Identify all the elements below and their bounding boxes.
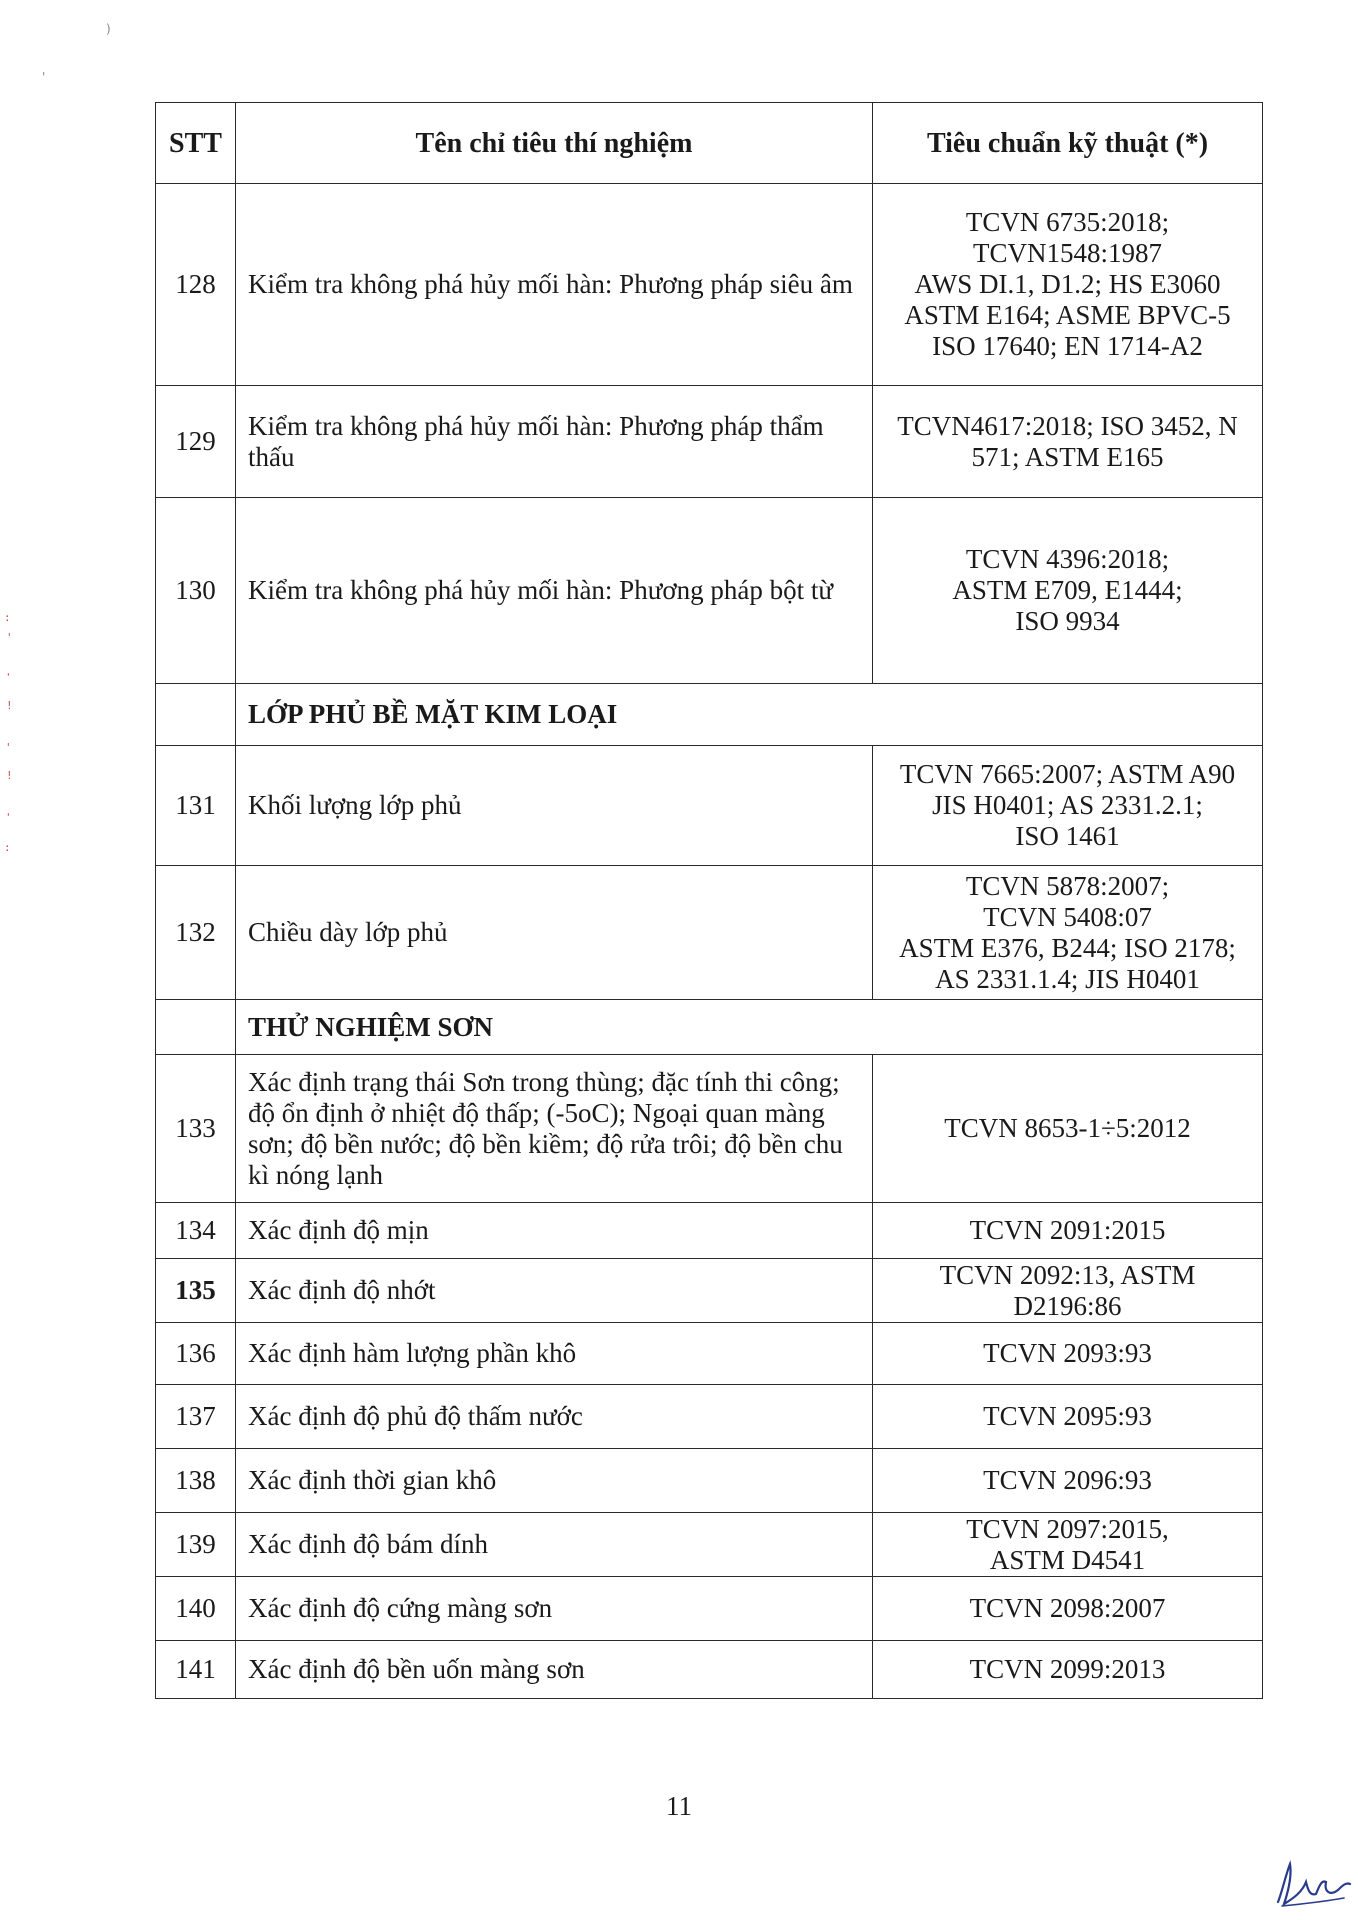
scan-mark: ) — [106, 22, 111, 36]
row-stt: 129 — [156, 386, 236, 498]
standard-line: TCVN 2092:13, ASTM — [939, 1259, 1196, 1290]
row-stt: 132 — [156, 866, 236, 1000]
table-header-row — [156, 103, 1263, 184]
section-title: THỬ NGHIỆM SƠN — [236, 1000, 1263, 1055]
row-stt: 139 — [156, 1513, 236, 1577]
standard-line: TCVN 2096:93 — [983, 1465, 1152, 1495]
row-stt: 138 — [156, 1449, 236, 1513]
row-stt: 136 — [156, 1323, 236, 1385]
row-stt: 133 — [156, 1055, 236, 1203]
section-title: LỚP PHỦ BỀ MẶT KIM LOẠI — [236, 684, 1263, 746]
table-row — [156, 184, 1263, 386]
page-number: 11 — [666, 1791, 692, 1821]
table-row — [156, 1513, 1263, 1577]
standard-line: ISO 17640; EN 1714-A2 — [932, 331, 1203, 361]
table-row — [156, 1323, 1263, 1385]
row-stt: 131 — [156, 746, 236, 866]
row-standard — [873, 1385, 1263, 1449]
row-test-name: Kiểm tra không phá hủy mối hàn: Phương pháp bột từ — [236, 498, 873, 684]
row-standard — [873, 1203, 1263, 1259]
table-row — [156, 498, 1263, 684]
standard-line: TCVN 2095:93 — [983, 1401, 1152, 1431]
standard-line: ASTM E376, B244; ISO 2178; — [899, 932, 1236, 963]
row-standard — [873, 1323, 1263, 1385]
scan-mark: ' — [6, 631, 13, 644]
row-test-name: Xác định độ nhớt — [236, 1259, 873, 1323]
row-test-name: Chiều dày lớp phủ — [236, 866, 873, 1000]
standard-line: TCVN 6735:2018; — [965, 207, 1170, 237]
row-standard — [873, 498, 1263, 684]
standard-line: TCVN 5408:07 — [983, 901, 1152, 932]
row-test-name: Xác định độ bền uốn màng sơn — [236, 1641, 873, 1699]
standard-line: TCVN 2093:93 — [983, 1338, 1152, 1368]
table-row — [156, 1577, 1263, 1641]
standard-line: ISO 9934 — [1015, 606, 1120, 636]
standard-line: TCVN 2097:2015, — [966, 1513, 1169, 1544]
row-standard — [873, 386, 1263, 498]
scan-mark: : — [4, 841, 11, 854]
section-stt-empty — [156, 684, 236, 746]
row-standard — [873, 184, 1263, 386]
section-stt-empty — [156, 1000, 236, 1055]
row-standard — [873, 1055, 1263, 1203]
row-standard — [873, 1259, 1263, 1323]
standard-line: AS 2331.1.4; JIS H0401 — [935, 963, 1200, 994]
test-standards-table — [155, 102, 1263, 1699]
row-test-name: Khối lượng lớp phủ — [236, 746, 873, 866]
scan-mark: ! — [6, 699, 13, 712]
row-standard — [873, 1641, 1263, 1699]
row-stt: 134 — [156, 1203, 236, 1259]
scan-mark: ! — [6, 769, 13, 782]
table-row — [156, 866, 1263, 1000]
row-test-name: Kiểm tra không phá hủy mối hàn: Phương pháp siêu âm — [236, 184, 873, 386]
row-test-name: Xác định độ cứng màng sơn — [236, 1577, 873, 1641]
table-row — [156, 1385, 1263, 1449]
standard-line: TCVN 2091:2015 — [969, 1215, 1166, 1245]
section-row — [156, 1000, 1263, 1055]
standard-line: AWS DI.1, D1.2; HS E3060 — [914, 269, 1221, 299]
standard-line: TCVN 2098:2007 — [969, 1593, 1166, 1623]
standard-line: TCVN 5878:2007; — [965, 870, 1170, 901]
row-standard — [873, 1449, 1263, 1513]
handwritten-initials-signature — [1272, 1852, 1352, 1910]
standard-line: TCVN1548:1987 — [973, 238, 1162, 268]
scan-mark: ' — [5, 671, 12, 684]
row-test-name: Xác định độ bám dính — [236, 1513, 873, 1577]
standard-line: D2196:86 — [1013, 1290, 1122, 1321]
header-stt: STT — [156, 103, 236, 184]
scan-mark: ' — [5, 741, 12, 754]
header-technical-standard: Tiêu chuẩn kỹ thuật (*) — [873, 103, 1263, 184]
row-stt: 128 — [156, 184, 236, 386]
row-test-name: Xác định độ phủ độ thấm nước — [236, 1385, 873, 1449]
standard-line: TCVN4617:2018; ISO 3452, N — [897, 410, 1238, 441]
table-row — [156, 1641, 1263, 1699]
standard-line: ASTM D4541 — [989, 1544, 1146, 1575]
row-stt: 141 — [156, 1641, 236, 1699]
row-stt: 135 — [156, 1259, 236, 1323]
row-stt: 137 — [156, 1385, 236, 1449]
standard-line: TCVN 8653-1÷5:2012 — [944, 1113, 1191, 1143]
row-test-name: Xác định thời gian khô — [236, 1449, 873, 1513]
standard-line: TCVN 2099:2013 — [969, 1654, 1166, 1684]
table-row — [156, 386, 1263, 498]
row-stt: 130 — [156, 498, 236, 684]
standard-line: ASTM E709, E1444; — [952, 575, 1183, 605]
standard-line: ASTM E164; ASME BPVC-5 — [904, 300, 1231, 330]
row-test-name: Xác định hàm lượng phần khô — [236, 1323, 873, 1385]
row-standard — [873, 866, 1263, 1000]
row-test-name: Kiểm tra không phá hủy mối hàn: Phương pháp thẩm thấu — [236, 386, 873, 498]
scan-mark: ' — [42, 70, 46, 84]
row-standard — [873, 746, 1263, 866]
standard-line: TCVN 4396:2018; — [965, 544, 1170, 574]
row-standard — [873, 1513, 1263, 1577]
table-row — [156, 1203, 1263, 1259]
standard-line: TCVN 7665:2007; ASTM A90 — [899, 759, 1236, 789]
header-test-name: Tên chỉ tiêu thí nghiệm — [236, 103, 873, 184]
standard-line: JIS H0401; AS 2331.2.1; — [932, 790, 1203, 820]
scan-mark: : — [4, 611, 11, 624]
scan-mark: ' — [5, 811, 12, 824]
section-row — [156, 684, 1263, 746]
table-row — [156, 746, 1263, 866]
table-row — [156, 1259, 1263, 1323]
row-test-name: Xác định trạng thái Sơn trong thùng; đặc tính thi công; độ ổn định ở nhiệt độ thấp; (-5oC); Ngoại quan màng sơn; độ bền nước; độ bền kiềm; độ rửa trôi; độ bền chu kì nóng lạnh — [236, 1055, 873, 1203]
row-standard — [873, 1577, 1263, 1641]
row-stt: 140 — [156, 1577, 236, 1641]
table-row — [156, 1055, 1263, 1203]
standard-line: 571; ASTM E165 — [971, 441, 1164, 472]
table-row — [156, 1449, 1263, 1513]
row-test-name: Xác định độ mịn — [236, 1203, 873, 1259]
standard-line: ISO 1461 — [1015, 821, 1120, 851]
